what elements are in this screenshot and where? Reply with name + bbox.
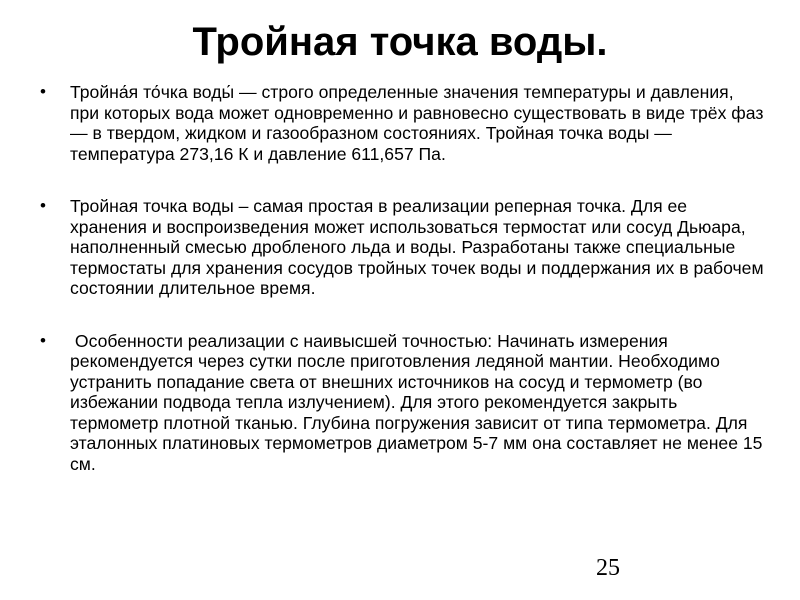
bullet-text: Тройна́я то́чка воды́ — строго определенные значения температуры и давления, при которых вода может одновременно и равновесно существовать в виде трёх фаз — в твердом, жидком и газообразном состояниях. Тройная точка воды — температура 273,16 К и давление 611,657 Па. [70, 82, 764, 164]
bullet-dot-icon: • [40, 196, 46, 215]
bullet-dot-icon: • [40, 330, 46, 350]
bullet-item-reference-point [40, 196, 765, 299]
bullet-text: Особенности реализации с наивысшей точностью: Начинать измерения рекомендуется через сутки после приготовления ледяной мантии. Необходимо устранить попадание света от внешних источников на сосуд и термометр (во избежании подвода тепла излучением). Для этого рекомендуется закрыть термометр плотной тканью. Глубина погружения зависит от типа термометра. Для эталонных платиновых термометров диаметром 5-7 мм она составляет не менее 15 см. [70, 330, 768, 474]
slide-title: Тройная точка воды. [192, 20, 608, 64]
page-number: 25 [596, 555, 620, 581]
bullet-text: Тройная точка воды – самая простая в реализации реперная точка. Для ее хранения и воспроизведения может использоваться термостат или сосуд Дьюара, наполненный смесью дробленого льда и воды. Разработаны также специальные термостаты для хранения сосудов тройных точек воды и поддержания их в рабочем состоянии длительное время. [70, 196, 764, 298]
bullet-list [40, 82, 768, 474]
bullet-item-high-precision [40, 330, 768, 475]
bullet-dot-icon: • [40, 82, 46, 101]
bullet-item-definition [40, 82, 765, 164]
